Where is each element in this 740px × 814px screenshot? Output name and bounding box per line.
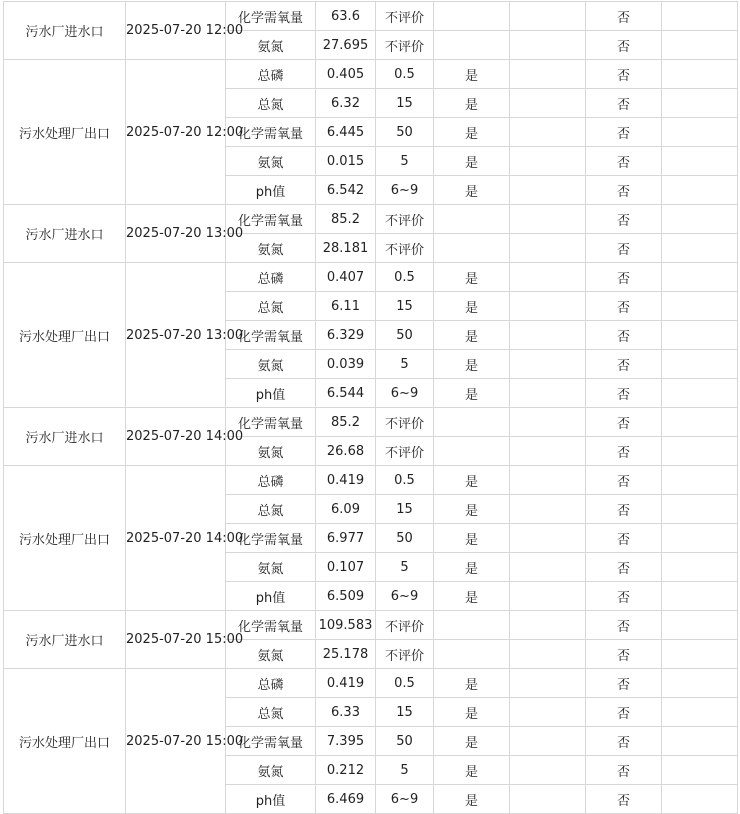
compliant-cell: 是 (434, 263, 510, 292)
site-cell: 污水处理厂出口 (4, 263, 126, 408)
table-body (4, 2, 738, 814)
compliant-cell: 是 (434, 89, 510, 118)
empty-cell (662, 205, 738, 234)
site-cell: 污水厂进水口 (4, 408, 126, 466)
value-cell: 6.32 (316, 89, 376, 118)
exceed-cell: 否 (586, 524, 662, 553)
exceed-cell: 否 (586, 582, 662, 611)
standard-cell: 50 (376, 727, 434, 756)
value-cell: 6.329 (316, 321, 376, 350)
empty-cell (662, 321, 738, 350)
empty-cell (510, 31, 586, 60)
item-cell: 氨氮 (226, 147, 316, 176)
empty-cell (510, 147, 586, 176)
empty-cell (662, 176, 738, 205)
item-cell: 总磷 (226, 263, 316, 292)
time-cell: 2025-07-20 13:00 (126, 205, 226, 263)
empty-cell (510, 350, 586, 379)
standard-cell: 5 (376, 756, 434, 785)
standard-cell: 0.5 (376, 60, 434, 89)
compliant-cell: 是 (434, 321, 510, 350)
time-cell: 2025-07-20 15:00 (126, 611, 226, 669)
empty-cell (510, 379, 586, 408)
compliant-cell: 是 (434, 582, 510, 611)
exceed-cell: 否 (586, 60, 662, 89)
empty-cell (510, 321, 586, 350)
standard-cell: 5 (376, 350, 434, 379)
value-cell: 0.419 (316, 669, 376, 698)
value-cell: 85.2 (316, 408, 376, 437)
item-cell: 总氮 (226, 698, 316, 727)
empty-cell (662, 379, 738, 408)
site-cell: 污水处理厂出口 (4, 466, 126, 611)
standard-cell: 不评价 (376, 31, 434, 60)
empty-cell (662, 437, 738, 466)
standard-cell: 6~9 (376, 785, 434, 814)
exceed-cell: 否 (586, 350, 662, 379)
standard-cell: 不评价 (376, 640, 434, 669)
compliant-cell: 是 (434, 350, 510, 379)
empty-cell (662, 466, 738, 495)
empty-cell (510, 640, 586, 669)
value-cell: 0.107 (316, 553, 376, 582)
monitoring-table (3, 1, 738, 814)
empty-cell (510, 292, 586, 321)
item-cell: 总氮 (226, 292, 316, 321)
compliant-cell: 是 (434, 466, 510, 495)
value-cell: 6.33 (316, 698, 376, 727)
value-cell: 6.445 (316, 118, 376, 147)
compliant-cell (434, 31, 510, 60)
empty-cell (510, 466, 586, 495)
empty-cell (510, 669, 586, 698)
exceed-cell: 否 (586, 611, 662, 640)
time-cell: 2025-07-20 15:00 (126, 669, 226, 814)
item-cell: 氨氮 (226, 756, 316, 785)
compliant-cell: 是 (434, 176, 510, 205)
compliant-cell: 是 (434, 60, 510, 89)
empty-cell (510, 495, 586, 524)
item-cell: 化学需氧量 (226, 524, 316, 553)
empty-cell (662, 292, 738, 321)
empty-cell (510, 785, 586, 814)
empty-cell (662, 553, 738, 582)
compliant-cell: 是 (434, 727, 510, 756)
table-row (4, 611, 738, 640)
empty-cell (510, 611, 586, 640)
exceed-cell: 否 (586, 698, 662, 727)
compliant-cell (434, 408, 510, 437)
exceed-cell: 否 (586, 234, 662, 263)
exceed-cell: 否 (586, 205, 662, 234)
exceed-cell: 否 (586, 437, 662, 466)
exceed-cell: 否 (586, 31, 662, 60)
value-cell: 25.178 (316, 640, 376, 669)
empty-cell (662, 147, 738, 176)
compliant-cell (434, 437, 510, 466)
value-cell: 85.2 (316, 205, 376, 234)
empty-cell (662, 263, 738, 292)
standard-cell: 不评价 (376, 437, 434, 466)
site-cell: 污水处理厂出口 (4, 669, 126, 814)
compliant-cell: 是 (434, 379, 510, 408)
value-cell: 6.509 (316, 582, 376, 611)
value-cell: 6.469 (316, 785, 376, 814)
value-cell: 0.405 (316, 60, 376, 89)
table-row (4, 60, 738, 89)
empty-cell (662, 582, 738, 611)
standard-cell: 不评价 (376, 611, 434, 640)
time-cell: 2025-07-20 13:00 (126, 263, 226, 408)
empty-cell (662, 2, 738, 31)
item-cell: 化学需氧量 (226, 205, 316, 234)
compliant-cell: 是 (434, 669, 510, 698)
compliant-cell (434, 640, 510, 669)
standard-cell: 0.5 (376, 466, 434, 495)
standard-cell: 不评价 (376, 234, 434, 263)
value-cell: 6.544 (316, 379, 376, 408)
table-row (4, 466, 738, 495)
empty-cell (510, 553, 586, 582)
site-cell: 污水处理厂出口 (4, 60, 126, 205)
empty-cell (510, 263, 586, 292)
item-cell: 化学需氧量 (226, 408, 316, 437)
standard-cell: 不评价 (376, 2, 434, 31)
empty-cell (510, 176, 586, 205)
item-cell: 化学需氧量 (226, 321, 316, 350)
value-cell: 7.395 (316, 727, 376, 756)
empty-cell (510, 2, 586, 31)
exceed-cell: 否 (586, 263, 662, 292)
standard-cell: 50 (376, 118, 434, 147)
empty-cell (662, 698, 738, 727)
item-cell: ph值 (226, 785, 316, 814)
value-cell: 6.11 (316, 292, 376, 321)
standard-cell: 50 (376, 524, 434, 553)
standard-cell: 5 (376, 147, 434, 176)
item-cell: 总氮 (226, 495, 316, 524)
standard-cell: 0.5 (376, 263, 434, 292)
exceed-cell: 否 (586, 756, 662, 785)
standard-cell: 15 (376, 89, 434, 118)
empty-cell (662, 118, 738, 147)
exceed-cell: 否 (586, 2, 662, 31)
empty-cell (662, 89, 738, 118)
exceed-cell: 否 (586, 379, 662, 408)
table-row (4, 2, 738, 31)
compliant-cell: 是 (434, 118, 510, 147)
item-cell: 化学需氧量 (226, 2, 316, 31)
empty-cell (662, 785, 738, 814)
standard-cell: 6~9 (376, 176, 434, 205)
time-cell: 2025-07-20 12:00 (126, 2, 226, 60)
item-cell: 总磷 (226, 669, 316, 698)
standard-cell: 15 (376, 698, 434, 727)
standard-cell: 0.5 (376, 669, 434, 698)
exceed-cell: 否 (586, 553, 662, 582)
item-cell: 化学需氧量 (226, 727, 316, 756)
table-row (4, 408, 738, 437)
standard-cell: 不评价 (376, 205, 434, 234)
empty-cell (510, 118, 586, 147)
time-cell: 2025-07-20 14:00 (126, 466, 226, 611)
item-cell: 总氮 (226, 89, 316, 118)
item-cell: 氨氮 (226, 553, 316, 582)
value-cell: 0.039 (316, 350, 376, 379)
exceed-cell: 否 (586, 408, 662, 437)
empty-cell (510, 234, 586, 263)
value-cell: 63.6 (316, 2, 376, 31)
value-cell: 0.419 (316, 466, 376, 495)
exceed-cell: 否 (586, 89, 662, 118)
empty-cell (510, 524, 586, 553)
item-cell: 氨氮 (226, 640, 316, 669)
table-row (4, 669, 738, 698)
time-cell: 2025-07-20 14:00 (126, 408, 226, 466)
empty-cell (662, 727, 738, 756)
empty-cell (662, 408, 738, 437)
compliant-cell: 是 (434, 292, 510, 321)
empty-cell (662, 611, 738, 640)
standard-cell: 6~9 (376, 379, 434, 408)
table-row (4, 205, 738, 234)
empty-cell (662, 60, 738, 89)
exceed-cell: 否 (586, 640, 662, 669)
standard-cell: 6~9 (376, 582, 434, 611)
value-cell: 0.212 (316, 756, 376, 785)
compliant-cell: 是 (434, 495, 510, 524)
item-cell: 氨氮 (226, 437, 316, 466)
exceed-cell: 否 (586, 669, 662, 698)
empty-cell (662, 495, 738, 524)
exceed-cell: 否 (586, 495, 662, 524)
empty-cell (662, 524, 738, 553)
exceed-cell: 否 (586, 118, 662, 147)
standard-cell: 15 (376, 495, 434, 524)
site-cell: 污水厂进水口 (4, 2, 126, 60)
compliant-cell (434, 2, 510, 31)
item-cell: 总磷 (226, 60, 316, 89)
site-cell: 污水厂进水口 (4, 205, 126, 263)
empty-cell (510, 756, 586, 785)
item-cell: 氨氮 (226, 31, 316, 60)
item-cell: 总磷 (226, 466, 316, 495)
empty-cell (662, 669, 738, 698)
item-cell: ph值 (226, 582, 316, 611)
exceed-cell: 否 (586, 147, 662, 176)
empty-cell (510, 698, 586, 727)
standard-cell: 不评价 (376, 408, 434, 437)
item-cell: 氨氮 (226, 350, 316, 379)
empty-cell (510, 205, 586, 234)
value-cell: 27.695 (316, 31, 376, 60)
compliant-cell: 是 (434, 147, 510, 176)
compliant-cell: 是 (434, 785, 510, 814)
compliant-cell: 是 (434, 698, 510, 727)
value-cell: 0.407 (316, 263, 376, 292)
exceed-cell: 否 (586, 176, 662, 205)
empty-cell (510, 437, 586, 466)
compliant-cell (434, 234, 510, 263)
exceed-cell: 否 (586, 292, 662, 321)
value-cell: 26.68 (316, 437, 376, 466)
value-cell: 109.583 (316, 611, 376, 640)
empty-cell (510, 727, 586, 756)
value-cell: 6.542 (316, 176, 376, 205)
empty-cell (662, 31, 738, 60)
time-cell: 2025-07-20 12:00 (126, 60, 226, 205)
empty-cell (662, 350, 738, 379)
value-cell: 6.977 (316, 524, 376, 553)
exceed-cell: 否 (586, 466, 662, 495)
empty-cell (510, 89, 586, 118)
exceed-cell: 否 (586, 785, 662, 814)
exceed-cell: 否 (586, 321, 662, 350)
empty-cell (662, 756, 738, 785)
item-cell: ph值 (226, 176, 316, 205)
standard-cell: 5 (376, 553, 434, 582)
compliant-cell: 是 (434, 756, 510, 785)
exceed-cell: 否 (586, 727, 662, 756)
standard-cell: 15 (376, 292, 434, 321)
item-cell: 化学需氧量 (226, 118, 316, 147)
compliant-cell (434, 611, 510, 640)
empty-cell (510, 408, 586, 437)
compliant-cell (434, 205, 510, 234)
item-cell: 化学需氧量 (226, 611, 316, 640)
compliant-cell: 是 (434, 553, 510, 582)
empty-cell (662, 640, 738, 669)
site-cell: 污水厂进水口 (4, 611, 126, 669)
standard-cell: 50 (376, 321, 434, 350)
empty-cell (510, 60, 586, 89)
empty-cell (510, 582, 586, 611)
item-cell: ph值 (226, 379, 316, 408)
value-cell: 28.181 (316, 234, 376, 263)
item-cell: 氨氮 (226, 234, 316, 263)
empty-cell (662, 234, 738, 263)
value-cell: 0.015 (316, 147, 376, 176)
table-row (4, 263, 738, 292)
compliant-cell: 是 (434, 524, 510, 553)
value-cell: 6.09 (316, 495, 376, 524)
